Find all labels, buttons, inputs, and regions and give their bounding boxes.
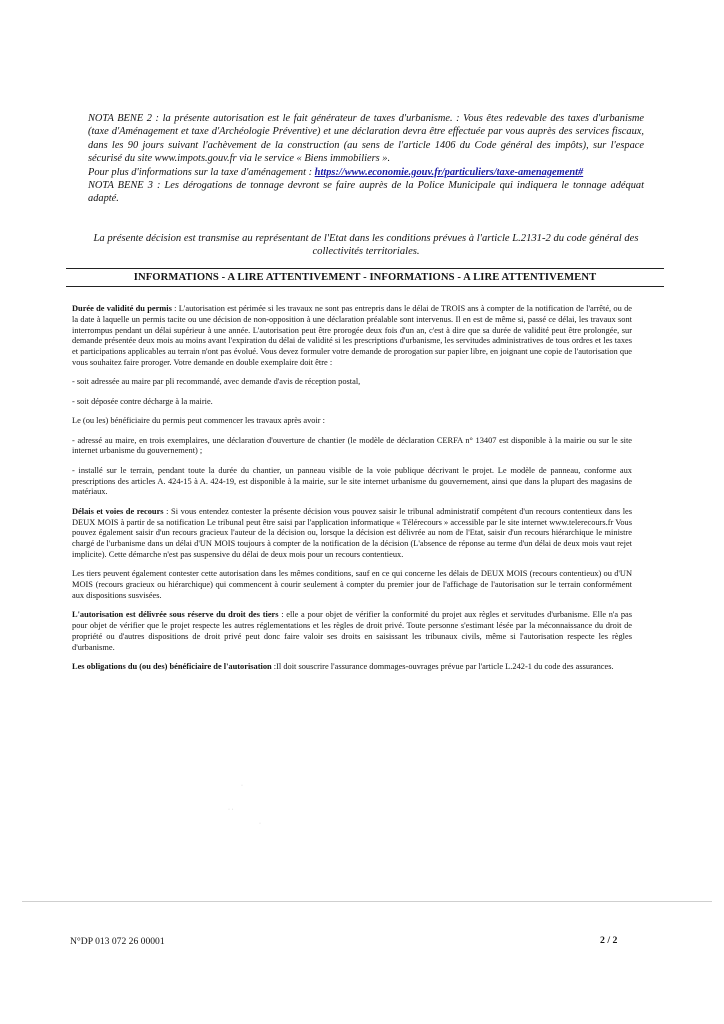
list-item: - soit déposée contre décharge à la mairie. bbox=[72, 396, 213, 406]
footer-divider bbox=[22, 901, 712, 902]
beneficiary-paragraph: Le (ou les) bénéficiaire du permis peut commencer les travaux après avoir : bbox=[72, 416, 326, 426]
list-item: - adressé au maire, en trois exemplaires, une déclaration d'ouverture de chantier (le modèle de déclaration CERFA n° 13407 est disponible à la mairie ou sur le site internet urbanisme du gouvernement) ; bbox=[72, 435, 632, 456]
scan-speck: · bbox=[241, 783, 243, 789]
appeal-text: : Si vous entendez contester la présente décision vous pouvez saisir le tribunal administratif compétent d'un recours contentieux dans les DEUX MOIS à partir de sa notification Le tribunal peut être saisi par l'application informatique « Télérecours » accessible par le site internet www.telerecours.fr Vous pouvez également saisir d'un recours gracieux l'auteur de la décision ou, lorsque la décision est délivrée au nom de l'Etat, saisir d'un recours hiérarchique le ministre chargé de l'urbanisme dans un délai d'UN MOIS toujours à compter de la notification de la décision (L'absence de réponse au terme d'un délai de deux mois vaut rejet implicite). Cette démarche n'est pas suspensive du délai de deux mois pour un recours contentieux. bbox=[72, 506, 632, 559]
scan-speck: · · bbox=[228, 807, 234, 813]
third-party-rights-text: : elle a pour objet de vérifier la conformité du projet aux règles et servitudes d'urbanisme. Elle n'a pas pour objet de vérifier que le projet respecte les autres réglementations et les règles de droit privé. Toute personne s'estimant lésée par la méconnaissance du droit de propriété ou d'autres dispositions de droit privé peut donc faire valoir ses droits en saisissant les tribunaux civils, même si l'autorisation respecte les règles d'urbanisme. bbox=[72, 610, 632, 652]
dossier-reference: N°DP 013 072 26 00001 bbox=[70, 936, 165, 947]
transmission-notice: La présente décision est transmise au représentant de l'Etat dans les conditions prévues à l'article L.2131-2 du code général des collectivités territoriales. bbox=[93, 233, 639, 258]
validity-paragraph bbox=[72, 304, 632, 369]
appeal-paragraph bbox=[72, 507, 632, 561]
list-item: - soit adressée au maire par pli recommandé, avec demande d'avis de réception postal, bbox=[72, 377, 361, 387]
scan-speck: · bbox=[259, 821, 261, 827]
list-item: - installé sur le terrain, pendant toute la durée du chantier, un panneau visible de la voie publique décrivant le projet. Le modèle de panneau, conforme aux prescriptions des articles A. 424-15 à A. 424-19, est disponible à la mairie, sur le site internet urbanisme du gouvernement, ainsi que dans la plupart des magasins de matériaux. bbox=[72, 465, 632, 497]
obligations-paragraph bbox=[72, 662, 632, 673]
nota-bene-3: NOTA BENE 3 : Les dérogations de tonnage devront se faire auprès de la Police Municipale qui indiquera le tonnage adéquat adapté. bbox=[88, 180, 644, 205]
information-header: INFORMATIONS - A LIRE ATTENTIVEMENT - INFORMATIONS - A LIRE ATTENTIVEMENT bbox=[66, 268, 664, 287]
nota-bene-2: NOTA BENE 2 : la présente autorisation est le fait générateur de taxes d'urbanisme. : Vous êtes redevable des taxes d'urbanisme (taxe d'Aménagement et taxe d'Archéologie Préventive) et une déclaration devra être effectuée par vous auprès des services fiscaux, dans les 90 jours suivant l'achèvement de la construction (au sens de l'article 1406 du Code général des impôts), sur l'espace sécurisé du site www.impots.gouv.fr via le service « Biens immobiliers ». bbox=[88, 113, 644, 165]
validity-text: : L'autorisation est périmée si les travaux ne sont pas entrepris dans le délai de TROIS ans à compter de la notification de l'arrêté, ou de la date à laquelle un permis tacite ou une décision de non-opposition à une déclaration préalable sont intervenus. Il en est de même si, passé ce délai, les travaux sont interrompus pendant un délai supérieur à une année. L'autorisation peut être prorogée deux fois d'un an, c'est à dire que sa durée de validité peut être prolongée, sur demande présentée deux mois au moins avant l'expiration du délai de validité si les prescriptions d'urbanisme, les servitudes administratives de tous ordres et les taxes et participations applicables au terrain n'ont pas évolué. Vous devez formuler votre demande de prorogation sur papier libre, en joignant une copie de l'autorisation que vous souhaitez faire proroger. Votre demande en double exemplaire doit être : bbox=[72, 304, 632, 367]
appeal-title: Délais et voies de recours bbox=[72, 506, 164, 516]
third-party-paragraph: Les tiers peuvent également contester cette autorisation dans les mêmes conditions, sauf en ce qui concerne les délais de DEUX MOIS (recours contentieux) ou d'UN MOIS (recours gracieux ou hiérarchique) qui commencent à courir seulement à compter du premier jour de l'affichage de l'autorisation sur le terrain conformément aux dispositions susvisées. bbox=[72, 569, 632, 600]
taxe-amenagement-link[interactable]: https://www.economie.gouv.fr/particuliers/taxe-amenagement# bbox=[314, 166, 584, 178]
more-info-line bbox=[88, 166, 644, 179]
nota-bene-block bbox=[88, 112, 644, 206]
third-party-rights-title: L'autorisation est délivrée sous réserve du droit des tiers bbox=[72, 610, 279, 620]
third-party-rights-paragraph bbox=[72, 610, 632, 653]
validity-title: Durée de validité du permis bbox=[72, 304, 172, 313]
page-number: 2 / 2 bbox=[600, 935, 618, 946]
obligations-text: :Il doit souscrire l'assurance dommages-ouvrages prévue par l'article L.242-1 du code des assurances. bbox=[271, 662, 614, 672]
information-body bbox=[72, 304, 632, 681]
obligations-title: Les obligations du (ou des) bénéficiaire de l'autorisation bbox=[72, 662, 272, 672]
more-info-text: Pour plus d'informations sur la taxe d'aménagement : bbox=[88, 166, 315, 178]
